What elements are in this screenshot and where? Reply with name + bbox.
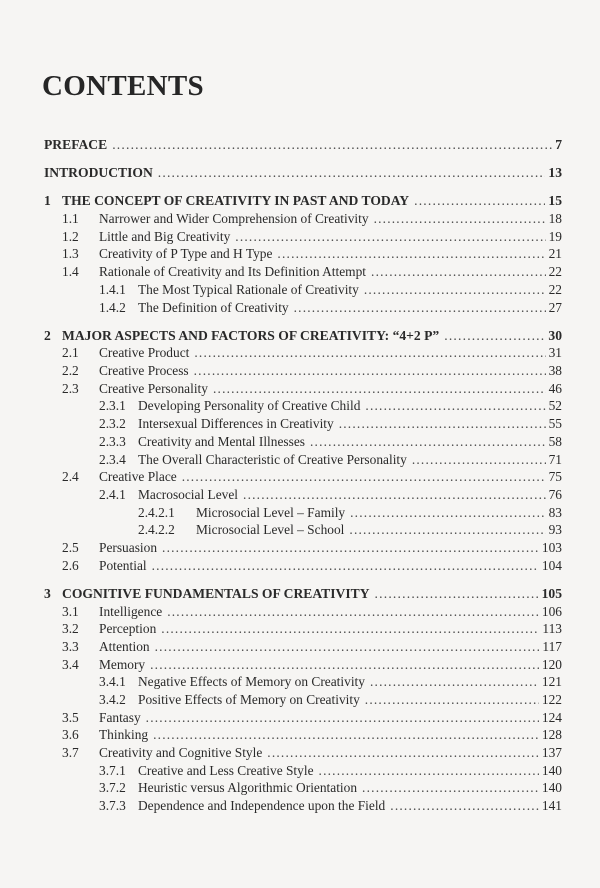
entry-number: 2.4.2.2: [138, 522, 175, 538]
entry-title: Thinking: [99, 727, 149, 743]
entry-number: 2.3.1: [99, 398, 126, 414]
dot-leader: [194, 344, 545, 362]
dot-leader: [150, 656, 539, 674]
entry-title: MAJOR ASPECTS AND FACTORS OF CREATIVITY: “4+2 P”: [62, 327, 440, 343]
dot-leader: [277, 245, 545, 263]
entry-title: Macrosocial Level: [138, 486, 239, 502]
dot-leader: [162, 539, 539, 557]
entry-number: 3.1: [62, 603, 79, 619]
toc-entry: [44, 397, 562, 415]
entry-page-number: 27: [548, 299, 562, 315]
entry-page-number: 21: [548, 246, 562, 262]
entry-title: Developing Personality of Creative Child: [138, 398, 361, 414]
toc-entry: [44, 797, 562, 815]
entry-number: 3.6: [62, 727, 79, 743]
dot-leader: [412, 451, 546, 469]
entry-page-number: 18: [548, 211, 562, 227]
entry-page-number: 7: [555, 137, 562, 152]
dot-leader: [194, 362, 546, 380]
entry-page-number: 31: [548, 345, 562, 361]
entry-page-number: 106: [541, 603, 562, 619]
entry-title: Creativity of P Type and H Type: [99, 246, 273, 262]
entry-number: 1: [44, 193, 51, 209]
entry-number: 2.3: [62, 380, 79, 396]
table-of-contents: [44, 136, 562, 815]
entry-title: Negative Effects of Memory on Creativity: [138, 674, 365, 690]
entry-title: Heuristic versus Algorithmic Orientation: [138, 780, 358, 796]
entry-title: Creative Process: [99, 363, 189, 379]
entry-title: COGNITIVE FUNDAMENTALS OF CREATIVITY: [62, 585, 370, 601]
dot-leader: [414, 192, 545, 210]
entry-page-number: 121: [541, 674, 562, 690]
toc-chapter-entry: [44, 164, 562, 182]
entry-title: Narrower and Wider Comprehension of Creativity: [99, 211, 369, 227]
dot-leader: [243, 486, 546, 504]
entry-number: 2.4: [62, 469, 79, 485]
entry-number: 2.3.4: [99, 451, 126, 467]
dot-leader: [158, 164, 546, 182]
toc-entry: [44, 380, 562, 398]
entry-title: PREFACE: [44, 137, 108, 152]
entry-page-number: 75: [548, 469, 562, 485]
dot-leader: [375, 585, 539, 603]
toc-chapter-entry: [44, 327, 562, 345]
entry-number: 3.4: [62, 656, 79, 672]
dot-leader: [267, 744, 539, 762]
dot-leader: [365, 397, 545, 415]
toc-entry: [44, 486, 562, 504]
dot-leader: [182, 468, 546, 486]
dot-leader: [339, 415, 546, 433]
entry-title: Potential: [99, 557, 147, 573]
toc-entry: [44, 656, 562, 674]
entry-number: 1.4.1: [99, 281, 126, 297]
entry-number: 1.3: [62, 246, 79, 262]
dot-leader: [390, 797, 539, 815]
entry-page-number: 105: [541, 585, 562, 601]
entry-title: Perception: [99, 621, 157, 637]
entry-number: 2.3.2: [99, 416, 126, 432]
toc-entry: [44, 779, 562, 797]
entry-title: Creative Personality: [99, 380, 208, 396]
entry-title: Creative and Less Creative Style: [138, 762, 314, 778]
toc-entry: [44, 638, 562, 656]
entry-title: Intelligence: [99, 603, 163, 619]
dot-leader: [444, 327, 545, 345]
entry-page-number: 128: [541, 727, 562, 743]
toc-entry: [44, 299, 562, 317]
entry-page-number: 140: [541, 780, 562, 796]
entry-number: 2.4.1: [99, 486, 126, 502]
entry-page-number: 19: [548, 228, 562, 244]
toc-entry: [44, 691, 562, 709]
entry-number: 3.7: [62, 745, 79, 760]
toc-entry: [44, 228, 562, 246]
page-title: CONTENTS: [42, 70, 204, 102]
entry-number: 1.1: [62, 211, 79, 227]
entry-page-number: 120: [541, 656, 562, 672]
entry-number: 3: [44, 585, 51, 601]
entry-page-number: 117: [542, 638, 562, 654]
entry-title: Memory: [99, 656, 146, 672]
entry-page-number: 137: [541, 745, 562, 760]
toc-entry: [44, 281, 562, 299]
entry-number: 1.2: [62, 228, 79, 244]
dot-leader: [362, 779, 539, 797]
entry-page-number: 15: [548, 193, 562, 209]
dot-leader: [350, 504, 545, 522]
entry-number: 2: [44, 327, 51, 343]
entry-number: 1.4: [62, 264, 79, 280]
dot-leader: [152, 557, 539, 575]
entry-title: Little and Big Creativity: [99, 228, 231, 244]
toc-entry: [44, 504, 562, 522]
entry-number: 3.7.2: [99, 780, 126, 796]
entry-page-number: 103: [541, 539, 562, 555]
dot-leader: [310, 433, 546, 451]
entry-page-number: 46: [548, 380, 562, 396]
entry-title: Microsocial Level – Family: [196, 504, 346, 520]
entry-title: Attention: [99, 638, 150, 654]
dot-leader: [365, 691, 539, 709]
entry-number: 3.3: [62, 638, 79, 654]
dot-leader: [370, 673, 539, 691]
entry-page-number: 122: [541, 691, 562, 707]
dot-leader: [374, 210, 546, 228]
toc-chapter-entry: [44, 585, 562, 603]
entry-page-number: 30: [548, 327, 562, 343]
entry-title: INTRODUCTION: [44, 165, 153, 181]
entry-title: Dependence and Independence upon the Field: [138, 798, 386, 814]
dot-leader: [364, 281, 546, 299]
entry-title: Rationale of Creativity and Its Definition Attempt: [99, 264, 367, 280]
entry-number: 3.7.3: [99, 798, 126, 814]
dot-leader: [153, 726, 539, 744]
entry-number: 3.5: [62, 709, 79, 725]
toc-entry: [44, 210, 562, 228]
entry-title: The Overall Characteristic of Creative Personality: [138, 451, 407, 467]
entry-page-number: 13: [548, 165, 562, 181]
entry-page-number: 141: [541, 798, 562, 814]
entry-number: 3.2: [62, 621, 79, 637]
entry-title: Creative Product: [99, 345, 190, 361]
toc-entry: [44, 451, 562, 469]
toc-entry: [44, 557, 562, 575]
dot-leader: [112, 136, 552, 154]
entry-page-number: 104: [541, 557, 562, 573]
dot-leader: [146, 709, 539, 727]
toc-entry: [44, 245, 562, 263]
entry-page-number: 76: [548, 486, 562, 502]
entry-page-number: 22: [548, 281, 562, 297]
toc-entry: [44, 726, 562, 744]
entry-page-number: 113: [542, 621, 562, 637]
toc-entry: [44, 362, 562, 380]
toc-entry: [44, 415, 562, 433]
toc-entry: [44, 620, 562, 638]
toc-entry: [44, 468, 562, 486]
entry-page-number: 124: [541, 709, 562, 725]
toc-entry: [44, 344, 562, 362]
entry-title: Intersexual Differences in Creativity: [138, 416, 334, 432]
entry-number: 1.4.2: [99, 299, 126, 315]
entry-number: 2.6: [62, 557, 79, 573]
entry-title: Positive Effects of Memory on Creativity: [138, 691, 360, 707]
toc-entry: [44, 673, 562, 691]
entry-title: The Most Typical Rationale of Creativity: [138, 281, 359, 297]
entry-title: Creative Place: [99, 469, 177, 485]
entry-number: 2.2: [62, 363, 79, 379]
dot-leader: [155, 638, 540, 656]
dot-leader: [161, 620, 539, 638]
entry-page-number: 52: [548, 398, 562, 414]
entry-title: Creativity and Cognitive Style: [99, 745, 263, 760]
toc-entry: [44, 709, 562, 727]
toc-entry: [44, 521, 562, 539]
dot-leader: [371, 263, 546, 281]
dot-leader: [213, 380, 546, 398]
entry-page-number: 58: [548, 433, 562, 449]
entry-title: Fantasy: [99, 709, 141, 725]
entry-page-number: 38: [548, 363, 562, 379]
entry-title: THE CONCEPT OF CREATIVITY IN PAST AND TODAY: [62, 193, 410, 209]
entry-title: Persuasion: [99, 539, 158, 555]
entry-number: 2.3.3: [99, 433, 126, 449]
toc-chapter-entry: [44, 136, 562, 154]
toc-entry: [44, 539, 562, 557]
dot-leader: [235, 228, 545, 246]
entry-page-number: 93: [548, 522, 562, 538]
entry-number: 3.4.1: [99, 674, 126, 690]
toc-chapter-entry: [44, 192, 562, 210]
entry-page-number: 55: [548, 416, 562, 432]
toc-entry: [44, 603, 562, 621]
entry-number: 3.4.2: [99, 691, 126, 707]
entry-page-number: 22: [548, 264, 562, 280]
entry-number: 2.4.2.1: [138, 504, 175, 520]
entry-number: 3.7.1: [99, 762, 126, 778]
toc-entry: [44, 762, 562, 780]
dot-leader: [349, 521, 545, 539]
entry-page-number: 140: [541, 762, 562, 778]
entry-page-number: 71: [548, 451, 562, 467]
toc-entry: [44, 263, 562, 281]
toc-entry: [44, 744, 562, 762]
entry-number: 2.5: [62, 539, 79, 555]
entry-title: Creativity and Mental Illnesses: [138, 433, 305, 449]
entry-page-number: 83: [548, 504, 562, 520]
entry-number: 2.1: [62, 345, 79, 361]
toc-entry: [44, 433, 562, 451]
dot-leader: [167, 603, 539, 621]
entry-title: Microsocial Level – School: [196, 522, 345, 538]
dot-leader: [294, 299, 546, 317]
entry-title: The Definition of Creativity: [138, 299, 289, 315]
dot-leader: [319, 762, 539, 780]
